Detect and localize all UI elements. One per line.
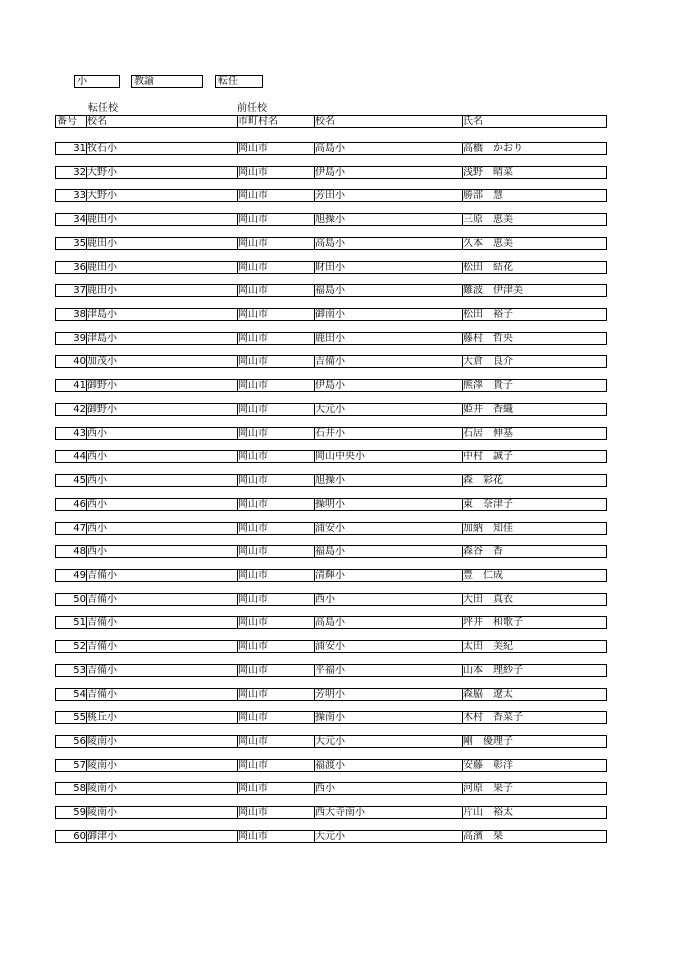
table-row — [55, 403, 607, 416]
table-row — [55, 593, 607, 606]
row-prev-school: 西小 — [313, 783, 463, 794]
table-row — [55, 308, 607, 321]
table-header — [55, 115, 607, 128]
row-name: 安藤 彰洋 — [463, 759, 513, 771]
row-name: 森 彩花 — [463, 475, 503, 487]
table-row — [55, 142, 607, 155]
row-municipality: 岡山市 — [237, 570, 315, 581]
row-name: 太田 美紀 — [463, 641, 513, 653]
row-prev-school: 福島小 — [313, 546, 463, 557]
row-prev-school: 伊島小 — [313, 380, 463, 391]
row-name: 豊 仁成 — [463, 569, 503, 581]
row-school: 御野小 — [86, 380, 238, 391]
row-municipality: 岡山市 — [237, 475, 315, 486]
row-municipality: 岡山市 — [237, 712, 315, 723]
table-row — [55, 711, 607, 724]
row-number: 40 — [56, 356, 87, 367]
row-number: 48 — [56, 546, 87, 557]
row-name: 大倉 良介 — [463, 356, 513, 368]
row-school: 桃丘小 — [86, 712, 238, 723]
row-number: 47 — [56, 523, 87, 534]
row-number: 45 — [56, 475, 87, 486]
row-name: 片山 裕太 — [463, 807, 513, 819]
row-school: 鹿田小 — [86, 238, 238, 249]
row-school: 陵南小 — [86, 736, 238, 747]
table-row — [55, 355, 607, 368]
row-number: 52 — [56, 641, 87, 652]
table-row — [55, 213, 607, 226]
row-name: 大田 真衣 — [463, 593, 513, 605]
row-number: 53 — [56, 665, 87, 676]
row-school: 大野小 — [86, 190, 238, 201]
row-school: 津島小 — [86, 309, 238, 320]
row-name: 中村 誠子 — [463, 451, 513, 463]
row-prev-school: 平福小 — [313, 665, 463, 676]
row-prev-school: 石井小 — [313, 428, 463, 439]
table-row — [55, 782, 607, 795]
row-school: 吉備小 — [86, 689, 238, 700]
row-number: 35 — [56, 238, 87, 249]
position-box: 教諭 — [131, 75, 203, 88]
table-row — [55, 166, 607, 179]
row-name: 坪井 和歌子 — [463, 617, 523, 629]
row-municipality: 岡山市 — [237, 617, 315, 628]
table-row — [55, 261, 607, 274]
row-municipality: 岡山市 — [237, 523, 315, 534]
row-name: 高濱 栞 — [463, 830, 503, 842]
row-name: 森脇 遼太 — [463, 688, 513, 700]
row-name: 森谷 香 — [463, 546, 503, 558]
row-name: 河原 果子 — [463, 783, 513, 795]
row-prev-school: 鹿田小 — [313, 333, 463, 344]
row-number: 58 — [56, 783, 87, 794]
row-school: 鹿田小 — [86, 285, 238, 296]
row-name: 松田 結花 — [463, 261, 513, 273]
row-municipality: 岡山市 — [237, 285, 315, 296]
row-number: 33 — [56, 190, 87, 201]
row-name: 久本 恵美 — [463, 237, 513, 249]
row-prev-school: 福渡小 — [313, 760, 463, 771]
row-name: 熊澤 貴子 — [463, 380, 513, 392]
row-school: 鹿田小 — [86, 214, 238, 225]
row-municipality: 岡山市 — [237, 143, 315, 154]
row-municipality: 岡山市 — [237, 356, 315, 367]
row-school: 津島小 — [86, 333, 238, 344]
row-prev-school: 大元小 — [313, 404, 463, 415]
level-box: 小 — [74, 75, 120, 88]
table-row — [55, 284, 607, 297]
row-prev-school: 大元小 — [313, 831, 463, 842]
row-number: 37 — [56, 285, 87, 296]
row-municipality: 岡山市 — [237, 689, 315, 700]
row-prev-school: 西小 — [313, 594, 463, 605]
row-name: 三原 恵美 — [463, 214, 513, 226]
header-name: 氏名 — [463, 116, 483, 127]
table-row — [55, 759, 607, 772]
table-row — [55, 332, 607, 345]
table-row — [55, 379, 607, 392]
previous-school-group-label: 前任校 — [237, 103, 267, 114]
row-prev-school: 御南小 — [313, 309, 463, 320]
row-municipality: 岡山市 — [237, 309, 315, 320]
row-school: 西小 — [86, 546, 238, 557]
row-school: 吉備小 — [86, 594, 238, 605]
row-number: 50 — [56, 594, 87, 605]
table-row — [55, 545, 607, 558]
row-name: 東 奈津子 — [463, 498, 513, 510]
row-school: 吉備小 — [86, 665, 238, 676]
row-name: 姫井 香織 — [463, 403, 513, 415]
row-prev-school: 旭操小 — [313, 214, 463, 225]
row-municipality: 岡山市 — [237, 262, 315, 273]
row-municipality: 岡山市 — [237, 167, 315, 178]
row-prev-school: 財田小 — [313, 262, 463, 273]
table-row — [55, 688, 607, 701]
table-row — [55, 735, 607, 748]
row-school: 牧石小 — [86, 143, 238, 154]
table-row — [55, 616, 607, 629]
table-row — [55, 189, 607, 202]
row-name: 高橋 かおり — [463, 143, 523, 154]
row-name: 木村 香菜子 — [463, 712, 523, 724]
row-prev-school: 操明小 — [313, 499, 463, 510]
header-number: 番号 — [56, 116, 87, 127]
row-prev-school: 芳明小 — [313, 689, 463, 700]
row-municipality: 岡山市 — [237, 736, 315, 747]
row-number: 44 — [56, 451, 87, 462]
header-municipality: 市町村名 — [237, 116, 315, 127]
row-school: 西小 — [86, 428, 238, 439]
row-municipality: 岡山市 — [237, 641, 315, 652]
row-prev-school: 高島小 — [313, 143, 463, 154]
table-row — [55, 450, 607, 463]
row-municipality: 岡山市 — [237, 380, 315, 391]
row-number: 51 — [56, 617, 87, 628]
category-box: 転任 — [215, 75, 263, 88]
row-number: 56 — [56, 736, 87, 747]
row-number: 60 — [56, 831, 87, 842]
new-school-group-label: 転任校 — [88, 103, 118, 114]
row-municipality: 岡山市 — [237, 333, 315, 344]
row-municipality: 岡山市 — [237, 760, 315, 771]
table-row — [55, 474, 607, 487]
row-prev-school: 大元小 — [313, 736, 463, 747]
row-name: 松田 裕子 — [463, 309, 513, 321]
row-number: 38 — [56, 309, 87, 320]
row-school: 西小 — [86, 475, 238, 486]
row-name: 剛 優理子 — [463, 736, 513, 747]
row-school: 大野小 — [86, 167, 238, 178]
row-school: 吉備小 — [86, 617, 238, 628]
table-row — [55, 640, 607, 653]
row-name: 藤村 哲央 — [463, 332, 513, 344]
row-name: 勝部 慧 — [463, 190, 503, 202]
row-number: 55 — [56, 712, 87, 723]
row-name: 浅野 晴菜 — [463, 166, 513, 178]
row-name: 山本 理紗子 — [463, 664, 523, 676]
row-prev-school: 福島小 — [313, 285, 463, 296]
row-school: 陵南小 — [86, 760, 238, 771]
row-municipality: 岡山市 — [237, 238, 315, 249]
row-number: 42 — [56, 404, 87, 415]
row-municipality: 岡山市 — [237, 594, 315, 605]
row-prev-school: 操南小 — [313, 712, 463, 723]
row-prev-school: 高島小 — [313, 238, 463, 249]
row-school: 西小 — [86, 451, 238, 462]
row-school: 西小 — [86, 523, 238, 534]
row-school: 鹿田小 — [86, 262, 238, 273]
row-number: 31 — [56, 143, 87, 154]
table-row — [55, 427, 607, 440]
row-prev-school: 吉備小 — [313, 356, 463, 367]
row-prev-school: 旭操小 — [313, 475, 463, 486]
row-school: 加茂小 — [86, 356, 238, 367]
row-number: 36 — [56, 262, 87, 273]
row-number: 46 — [56, 499, 87, 510]
row-number: 57 — [56, 760, 87, 771]
row-number: 34 — [56, 214, 87, 225]
row-municipality: 岡山市 — [237, 783, 315, 794]
row-number: 39 — [56, 333, 87, 344]
row-municipality: 岡山市 — [237, 831, 315, 842]
row-prev-school: 浦安小 — [313, 523, 463, 534]
row-school: 陵南小 — [86, 807, 238, 818]
row-number: 41 — [56, 380, 87, 391]
row-school: 陵南小 — [86, 783, 238, 794]
row-name: 加納 知佳 — [463, 522, 513, 534]
table-row — [55, 806, 607, 819]
row-prev-school: 伊島小 — [313, 167, 463, 178]
row-school: 西小 — [86, 499, 238, 510]
header-school: 校名 — [86, 116, 238, 127]
row-school: 御野小 — [86, 404, 238, 415]
row-municipality: 岡山市 — [237, 404, 315, 415]
table-row — [55, 569, 607, 582]
row-prev-school: 高島小 — [313, 617, 463, 628]
row-municipality: 岡山市 — [237, 499, 315, 510]
row-school: 吉備小 — [86, 570, 238, 581]
row-municipality: 岡山市 — [237, 451, 315, 462]
row-prev-school: 浦安小 — [313, 641, 463, 652]
row-number: 49 — [56, 570, 87, 581]
row-name: 石居 伸基 — [463, 427, 513, 439]
table-row — [55, 498, 607, 511]
row-municipality: 岡山市 — [237, 428, 315, 439]
row-number: 43 — [56, 428, 87, 439]
row-prev-school: 岡山中央小 — [313, 451, 463, 462]
row-municipality: 岡山市 — [237, 190, 315, 201]
row-prev-school: 清輝小 — [313, 570, 463, 581]
table-row — [55, 522, 607, 535]
row-prev-school: 西大寺南小 — [313, 807, 463, 818]
row-number: 59 — [56, 807, 87, 818]
table-row — [55, 237, 607, 250]
row-number: 32 — [56, 167, 87, 178]
row-school: 吉備小 — [86, 641, 238, 652]
row-school: 御津小 — [86, 831, 238, 842]
row-prev-school: 芳田小 — [313, 190, 463, 201]
row-municipality: 岡山市 — [237, 665, 315, 676]
table-row — [55, 830, 607, 843]
header-prev-school: 校名 — [313, 116, 463, 127]
row-number: 54 — [56, 689, 87, 700]
row-municipality: 岡山市 — [237, 807, 315, 818]
table-row — [55, 664, 607, 677]
row-municipality: 岡山市 — [237, 214, 315, 225]
row-name: 難波 伊津美 — [463, 285, 523, 297]
row-municipality: 岡山市 — [237, 546, 315, 557]
